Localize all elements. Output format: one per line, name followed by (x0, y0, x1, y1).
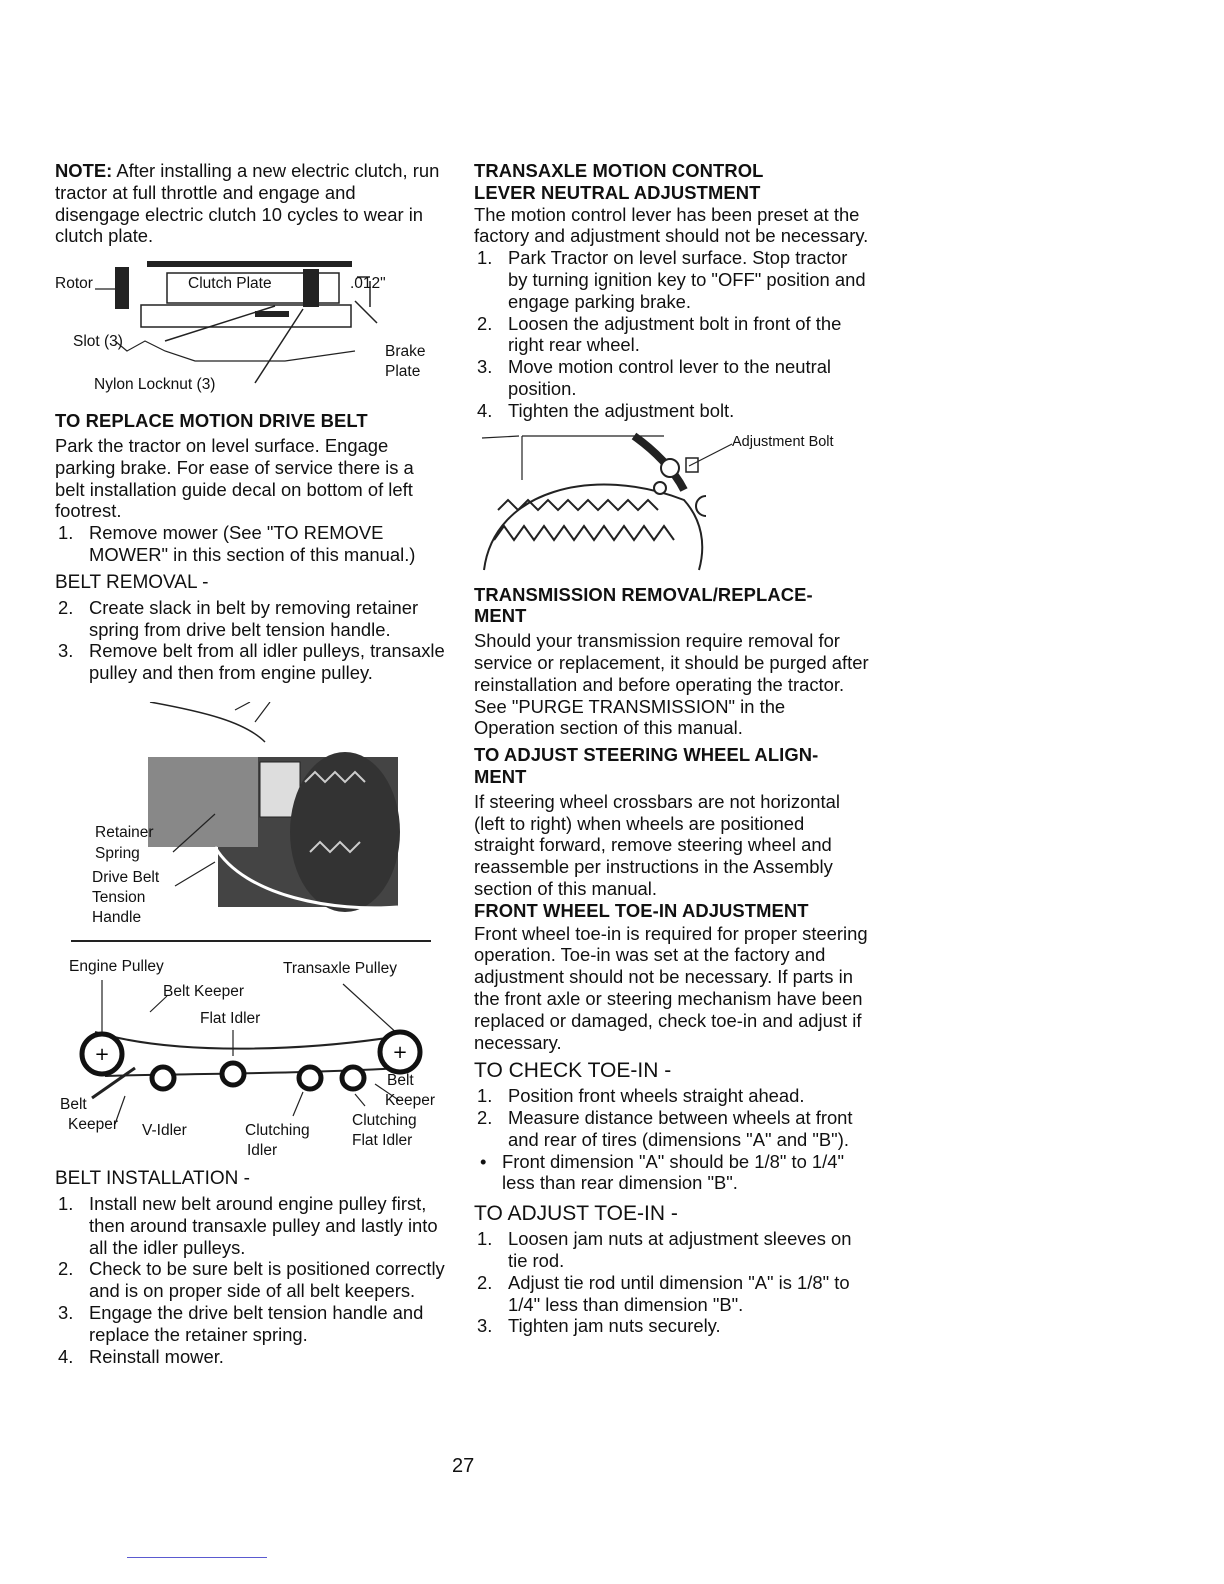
steering-heading-line1: TO ADJUST STEERING WHEEL ALIGN- (474, 744, 819, 766)
list-item: 1. Park Tractor on level surface. Stop tractor by turning ignition key to "OFF" position and engage parking brake. (477, 247, 866, 312)
belt-removal-subheading: BELT REMOVAL - (55, 571, 209, 593)
transmission-heading-line2: MENT (474, 605, 527, 627)
flat-idler-right-label: Flat Idler (352, 1131, 413, 1149)
pulley-diagram (55, 956, 445, 1166)
flat-idler-label: Flat Idler (200, 1009, 261, 1027)
list-item: 2. Loosen the adjustment bolt in front of the right rear wheel. (477, 312, 842, 356)
clutch-diagram (55, 251, 445, 401)
belt-left-label: Belt (60, 1095, 87, 1113)
neutral-adjust-heading-line1: TRANSAXLE MOTION CONTROL (474, 160, 764, 181)
list-item: 3. Move motion control lever to the neutral position. (477, 356, 832, 399)
clutch-plate-label: Clutch Plate (188, 275, 272, 293)
list-item: 2. Check to be sure belt is positioned correctly and is on proper side of all belt keepers. (58, 1258, 445, 1302)
left-column (55, 160, 445, 1367)
v-idler-label: V-Idler (142, 1121, 187, 1139)
adjust-toe-in-steps (474, 1228, 869, 1337)
transmission-text: Should your transmission require removal for service or replacement, it should be purged after reinstallation and before operating the tractor. See "PURGE TRANSMISSION" in the Operation section of this manual. (474, 630, 869, 739)
toe-in-text: Front wheel toe-in is required for proper steering operation. Toe-in was set at the factory and adjustment should not be necessary. If parts in the front axle or steering mechanism have been replaced or damaged, check toe-in and adjust if necessary. (474, 922, 868, 1053)
spring-label: Spring (95, 844, 140, 862)
adjust-toe-in-subheading: TO ADJUST TOE-IN - (474, 1202, 678, 1226)
nylon-locknut-label: Nylon Locknut (3) (94, 376, 216, 394)
figure-divider (71, 940, 431, 942)
list-item: 1. Install new belt around engine pulley first, then around transaxle pulley and lastly into all the idler pulleys. (58, 1192, 438, 1258)
gap-label: .012" (350, 275, 386, 293)
belt-keeper-top-label: Belt Keeper (163, 982, 244, 1000)
belt-installation-steps (55, 1193, 445, 1367)
check-toe-in-bullets (474, 1151, 869, 1195)
adjustment-bolt-label: Adjustment Bolt (732, 433, 834, 450)
wheel-drawing (474, 430, 869, 578)
note-text: After installing a new electric clutch, run tractor at full throttle and engage and disengage electric clutch 10 cycles to wear in clutch plate. (55, 160, 440, 247)
svg-text:+: + (392, 1041, 408, 1063)
list-item: 1. Position front wheels straight ahead. (477, 1085, 805, 1107)
retainer-label: Retainer (95, 823, 154, 841)
list-item: 3. Engage the drive belt tension handle and replace the retainer spring. (58, 1301, 424, 1345)
belt-right-label: Belt (387, 1071, 414, 1089)
rotor-label: Rotor (55, 275, 93, 293)
slot-label: Slot (3) (73, 333, 123, 351)
list-item: 4. Reinstall mower. (58, 1345, 224, 1367)
remove-mower-step (55, 522, 445, 566)
list-item: 2. Adjust tie rod until dimension "A" is 1/8" to 1/4" less than dimension "B". (477, 1271, 850, 1315)
neutral-adjust-heading-line2: LEVER NEUTRAL ADJUSTMENT (474, 181, 761, 203)
retainer-spring-diagram (55, 702, 445, 930)
tension-label: Tension (92, 888, 146, 906)
list-item: 2. Measure distance between wheels at front and rear of tires (dimensions "A" and "B"). (477, 1107, 853, 1150)
clutching-right-label: Clutching (352, 1111, 417, 1129)
wheel-diagram (474, 430, 869, 578)
note-label: NOTE: (55, 160, 113, 181)
list-item: 4. Tighten the adjustment bolt. (477, 399, 735, 421)
handle-label: Handle (92, 908, 142, 926)
list-item: 3. Tighten jam nuts securely. (477, 1315, 721, 1337)
list-item: 1. Loosen jam nuts at adjustment sleeves on tie rod. (477, 1228, 852, 1272)
list-item: 1. Remove mower (See "TO REMOVE MOWER" in this section of this manual.) (58, 522, 416, 565)
brake-label: Brake (385, 343, 426, 361)
neutral-adjust-intro: The motion control lever has been preset at the factory and adjustment should not be necessary. (474, 203, 869, 247)
note-paragraph (55, 160, 445, 247)
replace-belt-intro: Park the tractor on level surface. Engage parking brake. For ease of service there is a belt installation guide decal on bottom of left footrest. (55, 434, 414, 522)
idler-label: Idler (247, 1141, 278, 1159)
replace-belt-heading: TO REPLACE MOTION DRIVE BELT (55, 410, 368, 432)
clutching-label: Clutching (245, 1121, 310, 1139)
check-toe-in-subheading: TO CHECK TOE-IN - (474, 1059, 672, 1083)
list-item: 3. Remove belt from all idler pulleys, transaxle pulley and then from engine pulley. (58, 640, 445, 684)
toe-in-heading: FRONT WHEEL TOE-IN ADJUSTMENT (474, 899, 809, 921)
check-toe-in-steps (474, 1085, 869, 1150)
engine-pulley-label: Engine Pulley (69, 957, 164, 975)
bottom-divider (127, 1557, 267, 1558)
plate-label: Plate (385, 363, 421, 381)
drive-belt-label: Drive Belt (92, 868, 160, 886)
keeper-left-label: Keeper (68, 1115, 118, 1133)
list-item: 2. Create slack in belt by removing retainer spring from drive belt tension handle. (58, 596, 419, 640)
keeper-right-label: Keeper (385, 1091, 435, 1109)
belt-installation-subheading: BELT INSTALLATION - (55, 1167, 250, 1189)
transmission-heading-line1: TRANSMISSION REMOVAL/REPLACE- (474, 583, 813, 605)
neutral-adjust-steps (474, 247, 869, 421)
right-column (474, 160, 869, 1337)
list-item: • Front dimension "A" should be 1/8" to 1/4" less than rear dimension "B". (480, 1150, 845, 1194)
svg-text:+: + (94, 1043, 110, 1065)
steering-text: If steering wheel crossbars are not horizontal (left to right) when wheels are positioned straight forward, remove steering wheel and reassemble per instructions in the Assembly section of this manual. (474, 790, 840, 899)
belt-removal-steps (55, 597, 445, 684)
transaxle-pulley-label: Transaxle Pulley (283, 959, 398, 977)
steering-heading-line2: MENT (474, 765, 527, 787)
page-number: 27 (452, 1455, 475, 1477)
